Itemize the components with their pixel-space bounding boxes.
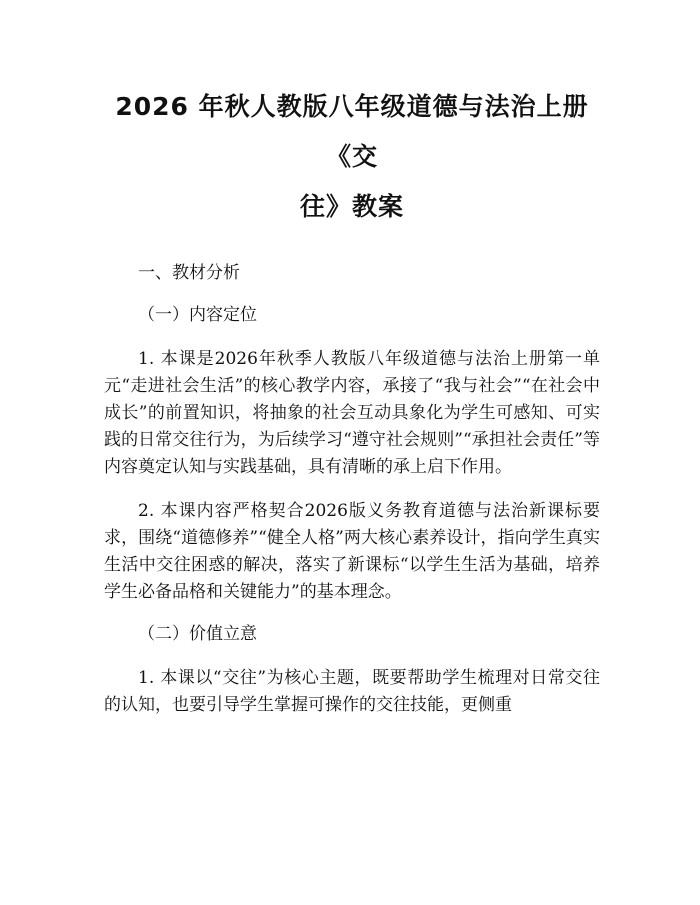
- section-heading-teaching-material-analysis: 一、教材分析: [138, 263, 240, 283]
- document-title-line-1: 2026 年秋人教版八年级道德与法治上册《交: [115, 92, 589, 171]
- document-title: [104, 82, 600, 232]
- paragraph-3: 1. 本课以“交往”为核心主题，既要帮助学生梳理对日常交往的认知，也要引导学生掌握可操作的交往技能，更侧重: [104, 668, 600, 715]
- document-title-line-2: 往》教案: [299, 192, 404, 221]
- subsection-heading-value-orientation: （二）价值立意: [138, 624, 257, 644]
- subsection-heading-content-positioning: （一）内容定位: [138, 305, 257, 325]
- paragraph-2: 2. 本课内容严格契合2026版义务教育道德与法治新课标要求，围绕“道德修养”“健全人格”两大核心素养设计，指向学生真实生活中交往困惑的解决，落实了新课标“以学生生活为基础，培养学生必备品格和关键能力”的基本理念。: [104, 501, 600, 602]
- paragraph-1: 1. 本课是2026年秋季人教版八年级道德与法治上册第一单元“走进社会生活”的核心教学内容，承接了“我与社会”“在社会中成长”的前置知识，将抽象的社会互动具象化为学生可感知、可实践的日常交往行为，为后续学习“遵守社会规则”“承担社会责任”等内容奠定认知与实践基础，具有清晰的承上启下作用。: [104, 349, 600, 477]
